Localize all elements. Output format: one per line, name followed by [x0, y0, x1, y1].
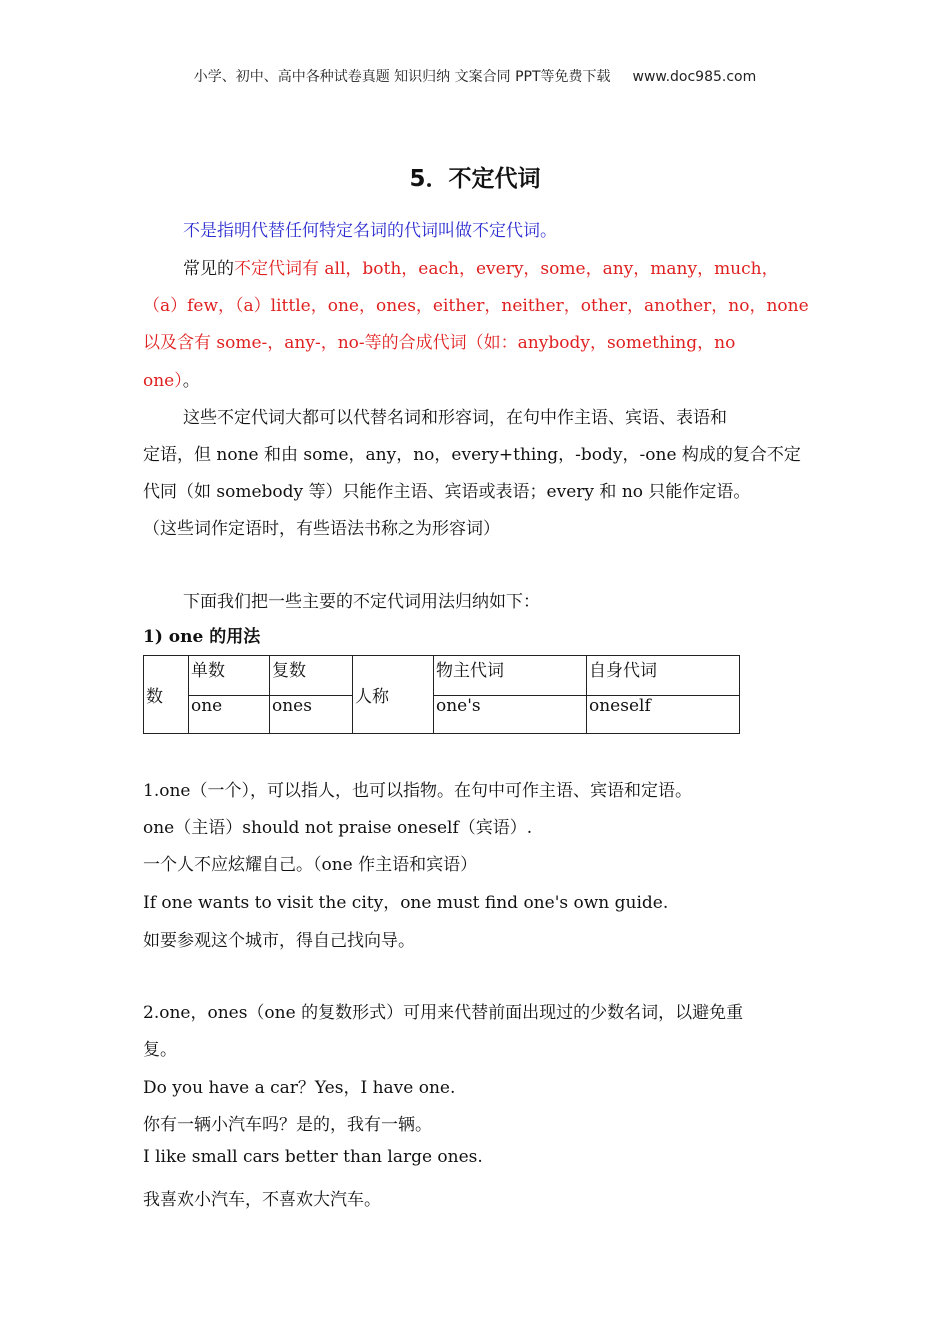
point1-line-4: If one wants to visit the city，one must find one's own guide.: [143, 893, 669, 913]
usage-line-2: 定语，但 none 和由 some，any，no，every+thing，-body，-one 构成的复合不定: [143, 445, 801, 465]
common-pronouns-line-2: （a）few，（a）little，one，ones，either，neither，other，another，no，none: [143, 296, 809, 316]
page-title: 5．不定代词: [409, 166, 541, 192]
common-list-1: 不定代词有 all，both，each，every，some，any，many，much，: [234, 259, 779, 279]
common-prefix: 常见的: [183, 259, 234, 279]
page-header: [0, 66, 950, 86]
table-cell-zishen: 自身代词: [587, 656, 740, 696]
usage-line-1: 这些不定代词大都可以代替名词和形容词，在句中作主语、宾语、表语和: [183, 408, 727, 428]
table-cell-fushu: 复数: [270, 656, 353, 696]
usage-line-3: 代同（如 somebody 等）只能作主语、宾语或表语；every 和 no 只能作定语。: [143, 482, 751, 502]
common-list-end: one）: [143, 371, 183, 391]
one-usage-table: [143, 655, 740, 734]
point1-line-3: 一个人不应炫耀自己。（one 作主语和宾语）: [143, 855, 478, 875]
point2-line-4: 你有一辆小汽车吗？是的，我有一辆。: [143, 1115, 432, 1135]
table-cell-rencheng: 人称: [353, 656, 434, 734]
header-text: 小学、初中、高中各种试卷真题 知识归纳 文案合同 PPT等免费下载: [193, 69, 611, 85]
point2-line-3: Do you have a car？Yes，I have one.: [143, 1078, 456, 1098]
common-period: 。: [182, 371, 200, 391]
point1-line-1: 1.one（一个），可以指人，也可以指物。在句中可作主语、宾语和定语。: [143, 781, 692, 801]
summary-intro: 下面我们把一些主要的不定代词用法归纳如下：: [183, 592, 540, 612]
common-pronouns-line-4: [143, 366, 200, 391]
table-cell-ones-poss: one's: [434, 696, 587, 734]
point1-line-2: one（主语）should not praise oneself（宾语）.: [143, 818, 533, 838]
table-cell-shu: 数: [144, 656, 189, 734]
point2-line-1: 2.one，ones（one 的复数形式）可用来代替前面出现过的少数名词，以避免重: [143, 1003, 744, 1023]
table-cell-oneself: oneself: [587, 696, 740, 734]
usage-line-4: （这些词作定语时，有些语法书称之为形容词）: [143, 519, 500, 539]
point2-line-2: 复。: [143, 1040, 177, 1060]
common-pronouns-line-1: [183, 254, 779, 279]
table-cell-one: one: [189, 696, 270, 734]
table-cell-danshu: 单数: [189, 656, 270, 696]
section-heading-one: 1) one 的用法: [143, 627, 261, 647]
common-pronouns-line-3: 以及含有 some-，any-，no-等的合成代词（如：anybody，something，no: [143, 333, 736, 353]
point1-line-5: 如要参观这个城市，得自己找向导。: [143, 931, 415, 951]
definition-text: 不是指明代替任何特定名词的代词叫做不定代词。: [183, 221, 557, 241]
table-cell-ones: ones: [270, 696, 353, 734]
header-site-link[interactable]: www.doc985.com: [632, 69, 757, 85]
point2-line-6: 我喜欢小汽车，不喜欢大汽车。: [143, 1190, 381, 1210]
point2-line-5: I like small cars better than large ones.: [143, 1147, 483, 1167]
table-cell-wuzhu: 物主代词: [434, 656, 587, 696]
